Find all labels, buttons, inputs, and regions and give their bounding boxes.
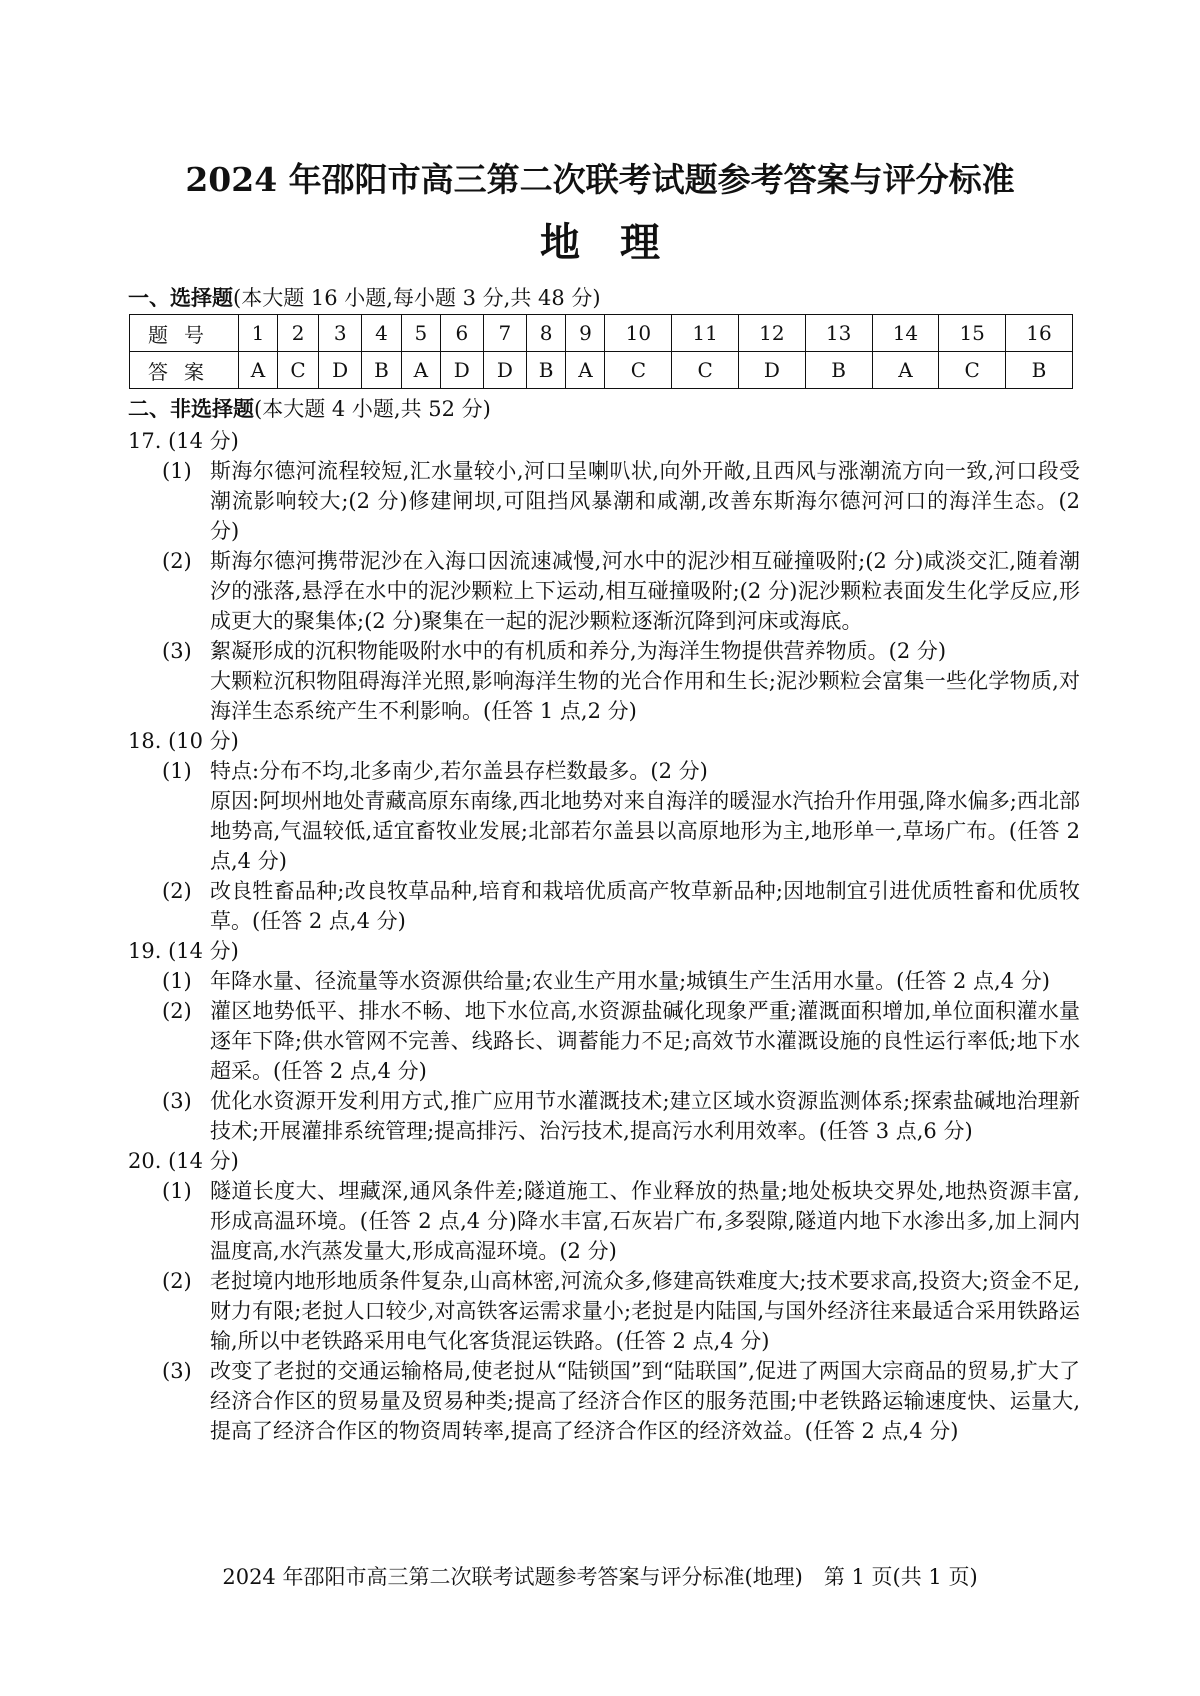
section-2-note: (本大题 4 小题,共 52 分) (254, 397, 491, 421)
answer-part (162, 876, 1080, 936)
answer-part (162, 1176, 1080, 1266)
question-number-cell: 11 (672, 315, 739, 352)
question-block (128, 426, 1080, 726)
part-label: (2) (162, 1269, 192, 1293)
answer-cell: B (362, 352, 402, 389)
answer-row-label: 答案 (130, 352, 239, 389)
part-label: (3) (162, 1089, 192, 1113)
part-text (210, 546, 1080, 636)
question-number-cell: 2 (278, 315, 319, 352)
answer-cell: D (440, 352, 483, 389)
answer-paragraph: 灌区地势低平、排水不畅、地下水位高,水资源盐碱化现象严重;灌溉面积增加,单位面积灌水量逐年下降;供水管网不完善、线路长、调蓄能力不足;高效节水灌溉设施的良性运行率低;地下水超采。(任答 2 点,4 分) (210, 999, 1080, 1083)
part-label: (2) (162, 549, 192, 573)
part-label: (3) (162, 639, 192, 663)
question-block (128, 1146, 1080, 1446)
answer-cell: C (278, 352, 319, 389)
answer-paragraph: 大颗粒沉积物阻碍海洋光照,影响海洋生物的光合作用和生长;泥沙颗粒会富集一些化学物质,对海洋生态系统产生不利影响。(任答 1 点,2 分) (210, 669, 1080, 723)
answer-part (162, 966, 1080, 996)
question-number-row (130, 315, 1073, 352)
answer-paragraph: 隧道长度大、埋藏深,通风条件差;隧道施工、作业释放的热量;地处板块交界处,地热资源丰富,形成高温环境。(任答 2 点,4 分)降水丰富,石灰岩广布,多裂隙,隧道内地下水渗出多,加上洞内温度高,水汽蒸发量大,形成高湿环境。(2 分) (210, 1179, 1080, 1263)
answer-paragraph: 老挝境内地形地质条件复杂,山高林密,河流众多,修建高铁难度大;技术要求高,投资大;资金不足,财力有限;老挝人口较少,对高铁客运需求量小;老挝是内陆国,与国外经济往来最适合采用铁路运输,所以中老铁路采用电气化客货混运铁路。(任答 2 点,4 分) (210, 1269, 1080, 1353)
part-text (210, 1176, 1080, 1266)
question-block (128, 936, 1080, 1146)
question-number-cell: 3 (319, 315, 362, 352)
question-number-cell: 10 (605, 315, 672, 352)
question-number-cell: 16 (1006, 315, 1073, 352)
answer-cell: C (672, 352, 739, 389)
question-number-cell: 5 (401, 315, 440, 352)
document-title: 2024 年邵阳市高三第二次联考试题参考答案与评分标准 (185, 160, 1015, 199)
answer-cell: C (605, 352, 672, 389)
answer-paragraph: 改变了老挝的交通运输格局,使老挝从“陆锁国”到“陆联国”,促进了两国大宗商品的贸易,扩大了经济合作区的贸易量及贸易种类;提高了经济合作区的服务范围;中老铁路运输速度快、运量大,提高了经济合作区的物资周转率,提高了经济合作区的经济效益。(任答 2 点,4 分) (210, 1359, 1080, 1443)
part-label: (2) (162, 999, 192, 1023)
question-number-cell: 13 (805, 315, 872, 352)
question-number: 17. (14 分) (128, 429, 239, 453)
part-text (210, 456, 1080, 546)
question-block (128, 726, 1080, 936)
answer-part (162, 636, 1080, 726)
answer-paragraph: 年降水量、径流量等水资源供给量;农业生产用水量;城镇生产生活用水量。(任答 2 点,4 分) (210, 969, 1050, 993)
non-choice-section (128, 394, 1080, 1446)
question-number: 19. (14 分) (128, 939, 239, 963)
part-text (210, 1086, 1080, 1146)
answer-paragraph: 优化水资源开发利用方式,推广应用节水灌溉技术;建立区域水资源监测体系;探索盐碱地治理新技术;开展灌排系统管理;提高排污、治污技术,提高污水利用效率。(任答 3 点,6 分) (210, 1089, 1080, 1143)
answer-row (130, 352, 1073, 389)
answer-paragraph: 改良牲畜品种;改良牧草品种,培育和栽培优质高产牧草新品种;因地制宜引进优质牲畜和优质牧草。(任答 2 点,4 分) (210, 879, 1080, 933)
section-1-label: 一、选择题 (128, 285, 233, 310)
section-2-label: 二、非选择题 (128, 396, 254, 421)
part-label: (1) (162, 969, 192, 993)
part-text (210, 1266, 1080, 1356)
answer-cell: A (872, 352, 939, 389)
answer-part (162, 996, 1080, 1086)
answer-paragraph: 原因:阿坝州地处青藏高原东南缘,西北地势对来自海洋的暖湿水汽抬升作用强,降水偏多;西北部地势高,气温较低,适宜畜牧业发展;北部若尔盖县以高原地形为主,地形单一,草场广布。(任答 2 点,4 分) (210, 789, 1080, 873)
part-label: (2) (162, 879, 192, 903)
question-number-cell: 8 (526, 315, 566, 352)
answer-part (162, 1266, 1080, 1356)
answer-cell: D (319, 352, 362, 389)
question-number-cell: 7 (483, 315, 526, 352)
question-number-cell: 4 (362, 315, 402, 352)
answer-part (162, 1356, 1080, 1446)
answer-cell: C (939, 352, 1006, 389)
answer-paragraph: 特点:分布不均,北多南少,若尔盖县存栏数最多。(2 分) (210, 759, 708, 783)
part-text (210, 1356, 1080, 1446)
answer-part (162, 756, 1080, 876)
part-text (210, 756, 1080, 876)
section-1-note: (本大题 16 小题,每小题 3 分,共 48 分) (233, 286, 601, 310)
answer-paragraph: 斯海尔德河携带泥沙在入海口因流速减慢,河水中的泥沙相互碰撞吸附;(2 分)咸淡交汇,随着潮汐的涨落,悬浮在水中的泥沙颗粒上下运动,相互碰撞吸附;(2 分)泥沙颗粒表面发生化学反应,形成更大的聚集体;(2 分)聚集在一起的泥沙颗粒逐渐沉降到河床或海底。 (210, 549, 1080, 633)
part-text (210, 636, 1080, 726)
answer-cell: B (1006, 352, 1073, 389)
answer-cell: B (805, 352, 872, 389)
part-text (210, 996, 1080, 1086)
question-number: 20. (14 分) (128, 1149, 239, 1173)
answer-cell: D (739, 352, 806, 389)
part-label: (1) (162, 1179, 192, 1203)
answer-part (162, 456, 1080, 546)
section-1-heading (128, 284, 601, 312)
answer-part (162, 1086, 1080, 1146)
answer-cell: D (483, 352, 526, 389)
part-text (210, 876, 1080, 936)
answer-paragraph: 絮凝形成的沉积物能吸附水中的有机质和养分,为海洋生物提供营养物质。(2 分) (210, 639, 947, 663)
page-footer: 2024 年邵阳市高三第二次联考试题参考答案与评分标准(地理) 第 1 页(共 1 页) (222, 1565, 978, 1589)
question-number-cell: 12 (739, 315, 806, 352)
question-number-cell: 14 (872, 315, 939, 352)
question-list (128, 426, 1080, 1446)
part-label: (1) (162, 459, 192, 483)
part-label: (1) (162, 759, 192, 783)
question-number-cell: 1 (239, 315, 278, 352)
part-text (210, 966, 1080, 996)
answer-part (162, 546, 1080, 636)
number-row-label: 题号 (130, 315, 239, 352)
part-label: (3) (162, 1359, 192, 1383)
question-number-cell: 15 (939, 315, 1006, 352)
question-number-cell: 9 (566, 315, 605, 352)
answer-cell: A (566, 352, 605, 389)
answer-cell: B (526, 352, 566, 389)
answer-cell: A (239, 352, 278, 389)
answer-paragraph: 斯海尔德河流程较短,汇水量较小,河口呈喇叭状,向外开敞,且西风与涨潮流方向一致,河口段受潮流影响较大;(2 分)修建闸坝,可阻挡风暴潮和咸潮,改善东斯海尔德河河口的海洋生态。(2 分) (210, 459, 1080, 543)
section-2-heading (128, 394, 1080, 424)
subject-title: 地 理 (540, 219, 660, 266)
answer-cell: A (401, 352, 440, 389)
question-number: 18. (10 分) (128, 729, 239, 753)
question-number-cell: 6 (440, 315, 483, 352)
answer-table (129, 314, 1073, 389)
